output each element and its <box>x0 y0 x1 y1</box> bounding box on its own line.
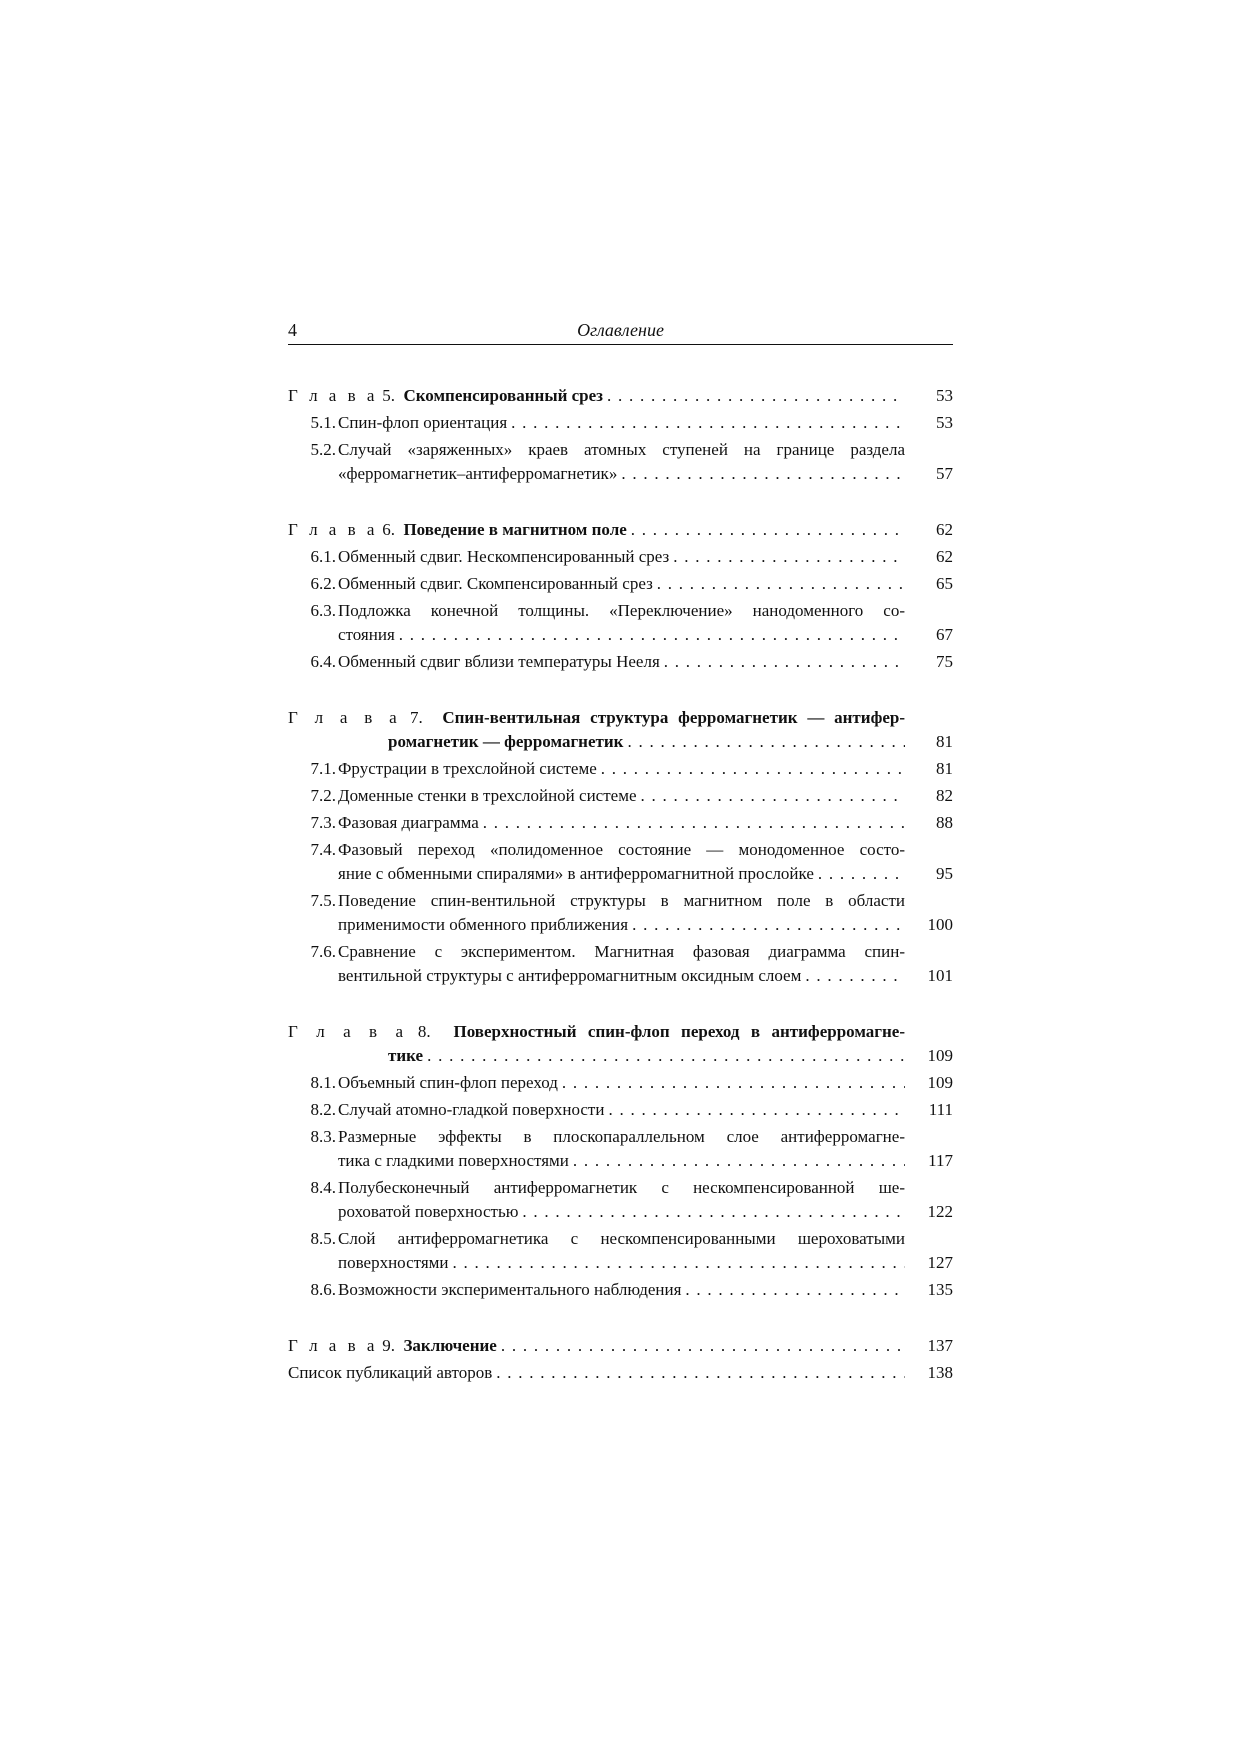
dot-leader <box>501 1334 905 1358</box>
section-title: Обменный сдвиг. Нескомпенсированный срез <box>338 547 670 566</box>
dot-leader <box>573 1149 905 1173</box>
chapter-number: 6. <box>382 520 395 539</box>
section-title-line: Фазовый переход «полидоменное состояние — монодоменное состо- <box>338 840 905 859</box>
dot-leader <box>608 1098 905 1122</box>
toc-chapter-entry[interactable] <box>288 384 953 408</box>
page-ref: 53 <box>936 413 953 432</box>
section-title-line: стояния <box>338 625 395 644</box>
section-number: 8.1. <box>310 1073 336 1092</box>
section-title-line: Полубесконечный антиферромагнетик с нескомпенсированной ше- <box>338 1178 905 1197</box>
section-number: 8.3. <box>310 1127 336 1146</box>
chapter-9 <box>288 1334 953 1385</box>
chapter-title: Скомпенсированный срез <box>403 386 604 405</box>
running-title: Оглавление <box>577 320 664 340</box>
chapter-label: Г л а в а <box>288 386 378 405</box>
page-ref: 67 <box>936 625 953 644</box>
section-number: 7.1. <box>310 759 336 778</box>
page-ref: 65 <box>936 574 953 593</box>
page-ref: 62 <box>936 520 953 539</box>
section-title: Возможности экспериментального наблюдения <box>338 1280 682 1299</box>
toc-section-entry[interactable] <box>288 784 953 808</box>
section-title-line: Поведение спин-вентильной структуры в магнитном поле в области <box>338 891 905 910</box>
section-title-line: яние с обменными спиралями» в антиферромагнитной прослойке <box>338 864 814 883</box>
dot-leader <box>664 650 905 674</box>
page-number: 4 <box>288 320 297 340</box>
dot-leader <box>805 964 905 988</box>
section-title-line: поверхностями <box>338 1253 449 1272</box>
chapter-title: Поведение в магнитном поле <box>403 520 627 539</box>
section-number: 5.1. <box>310 413 336 432</box>
toc-section-entry[interactable] <box>288 1071 953 1095</box>
section-title-line: Слой антиферромагнетика с нескомпенсированными шероховатыми <box>338 1229 905 1248</box>
chapter-title-line: ромагнетик — ферромагнетик <box>388 732 624 751</box>
dot-leader <box>657 572 905 596</box>
section-title: Фрустрации в трехслойной системе <box>338 759 597 778</box>
page-ref: 100 <box>927 915 953 934</box>
page-ref: 117 <box>928 1151 953 1170</box>
dot-leader <box>562 1071 905 1095</box>
toc-section-entry[interactable] <box>288 1098 953 1122</box>
toc-section-entry[interactable] <box>288 438 953 486</box>
toc-section-entry[interactable] <box>288 650 953 674</box>
toc-section-entry[interactable] <box>288 599 953 647</box>
page-ref: 81 <box>936 732 953 751</box>
section-number: 7.3. <box>310 813 336 832</box>
page-ref: 101 <box>927 966 953 985</box>
chapter-6 <box>288 518 953 674</box>
toc-section-entry[interactable] <box>288 1176 953 1224</box>
toc-section-entry[interactable] <box>288 1278 953 1302</box>
dot-leader <box>399 623 905 647</box>
toc-chapter-entry[interactable] <box>288 706 953 754</box>
toc-section-entry[interactable] <box>288 1227 953 1275</box>
toc-section-entry[interactable] <box>288 889 953 937</box>
dot-leader <box>818 862 905 886</box>
dot-leader <box>641 784 906 808</box>
section-title: Объемный спин-флоп переход <box>338 1073 558 1092</box>
page-ref: 137 <box>927 1336 953 1355</box>
dot-leader <box>427 1044 905 1068</box>
section-title-line: Сравнение с экспериментом. Магнитная фазовая диаграмма спин- <box>338 942 905 961</box>
section-number: 8.2. <box>310 1100 336 1119</box>
page-ref: 127 <box>927 1253 953 1272</box>
page-ref: 109 <box>927 1046 953 1065</box>
section-number: 5.2. <box>310 440 336 459</box>
section-title: Доменные стенки в трехслойной системе <box>338 786 637 805</box>
chapter-number: 7. <box>409 708 423 727</box>
dot-leader <box>601 757 905 781</box>
toc-section-entry[interactable] <box>288 940 953 988</box>
toc-section-entry[interactable] <box>288 572 953 596</box>
publications-title: Список публикаций авторов <box>288 1363 493 1382</box>
section-title: Фазовая диаграмма <box>338 813 479 832</box>
running-header <box>288 320 953 345</box>
section-number: 7.6. <box>310 942 336 961</box>
toc-section-entry[interactable] <box>288 757 953 781</box>
table-of-contents <box>288 384 953 1417</box>
section-title-line: роховатой поверхностью <box>338 1202 519 1221</box>
page-ref: 95 <box>936 864 953 883</box>
page-ref: 57 <box>936 464 953 483</box>
toc-chapter-entry[interactable] <box>288 1334 953 1358</box>
toc-chapter-entry[interactable] <box>288 518 953 542</box>
dot-leader <box>522 1200 905 1224</box>
page <box>288 0 953 1754</box>
page-ref: 88 <box>936 813 953 832</box>
page-ref: 81 <box>936 759 953 778</box>
section-number: 7.5. <box>310 891 336 910</box>
chapter-title-line: Поверхностный спин-флоп переход в антиферромагне- <box>453 1022 906 1041</box>
chapter-8 <box>288 1020 953 1302</box>
chapter-title-line: тике <box>388 1046 424 1065</box>
toc-section-entry[interactable] <box>288 1125 953 1173</box>
section-title: Спин-флоп ориентация <box>338 413 508 432</box>
chapter-label: Г л а в а <box>288 1336 378 1355</box>
dot-leader <box>483 811 905 835</box>
section-title: Случай атомно-гладкой поверхности <box>338 1100 605 1119</box>
chapter-label: Г л а в а <box>288 708 401 727</box>
dot-leader <box>685 1278 905 1302</box>
section-title-line: Случай «заряженных» краев атомных ступеней на границе раздела <box>338 440 905 459</box>
page-ref: 138 <box>927 1363 953 1382</box>
page-ref: 82 <box>936 786 953 805</box>
chapter-label: Г л а в а <box>288 520 378 539</box>
page-ref: 75 <box>936 652 953 671</box>
section-number: 8.5. <box>310 1229 336 1248</box>
chapter-title: Заключение <box>403 1336 497 1355</box>
chapter-title-line: Спин-вентильная структура ферромагнетик — антифер- <box>442 708 906 727</box>
section-number: 6.2. <box>310 574 336 593</box>
dot-leader <box>511 411 905 435</box>
section-title-line: «ферромагнетик–антиферромагнетик» <box>338 464 618 483</box>
dot-leader <box>631 518 905 542</box>
section-number: 8.6. <box>310 1280 336 1299</box>
page-ref: 62 <box>936 547 953 566</box>
page-ref: 109 <box>927 1073 953 1092</box>
dot-leader <box>632 913 905 937</box>
toc-section-entry[interactable] <box>288 545 953 569</box>
chapter-7 <box>288 706 953 988</box>
section-title: Обменный сдвиг. Скомпенсированный срез <box>338 574 653 593</box>
dot-leader <box>607 384 905 408</box>
dot-leader <box>496 1361 905 1385</box>
page-ref: 135 <box>927 1280 953 1299</box>
section-title-line: применимости обменного приближения <box>338 915 629 934</box>
section-title-line: Подложка конечной толщины. «Переключение» нанодоменного со- <box>338 601 905 620</box>
section-title-line: Размерные эффекты в плоскопараллельном слое антиферромагне- <box>338 1127 905 1146</box>
section-number: 8.4. <box>310 1178 336 1197</box>
toc-chapter-entry[interactable] <box>288 1020 953 1068</box>
page-ref: 53 <box>936 386 953 405</box>
section-title-line: вентильной структуры с антиферромагнитным оксидным слоем <box>338 966 802 985</box>
dot-leader <box>453 1251 905 1275</box>
section-number: 6.3. <box>310 601 336 620</box>
page-ref: 122 <box>927 1202 953 1221</box>
dot-leader <box>621 462 905 486</box>
section-number: 7.4. <box>310 840 336 859</box>
toc-section-entry[interactable] <box>288 811 953 835</box>
toc-section-entry[interactable] <box>288 411 953 435</box>
section-title-line: тика с гладкими поверхностями <box>338 1151 569 1170</box>
toc-section-entry[interactable] <box>288 838 953 886</box>
toc-publications-entry[interactable] <box>288 1361 953 1385</box>
chapter-number: 9. <box>382 1336 395 1355</box>
chapter-number: 5. <box>382 386 395 405</box>
dot-leader <box>627 730 905 754</box>
chapter-label: Г л а в а <box>288 1022 407 1041</box>
dot-leader <box>673 545 905 569</box>
section-number: 7.2. <box>310 786 336 805</box>
section-number: 6.1. <box>310 547 336 566</box>
chapter-5 <box>288 384 953 486</box>
page-ref: 111 <box>928 1100 953 1119</box>
section-number: 6.4. <box>310 652 336 671</box>
chapter-number: 8. <box>417 1022 431 1041</box>
section-title: Обменный сдвиг вблизи температуры Нееля <box>338 652 660 671</box>
